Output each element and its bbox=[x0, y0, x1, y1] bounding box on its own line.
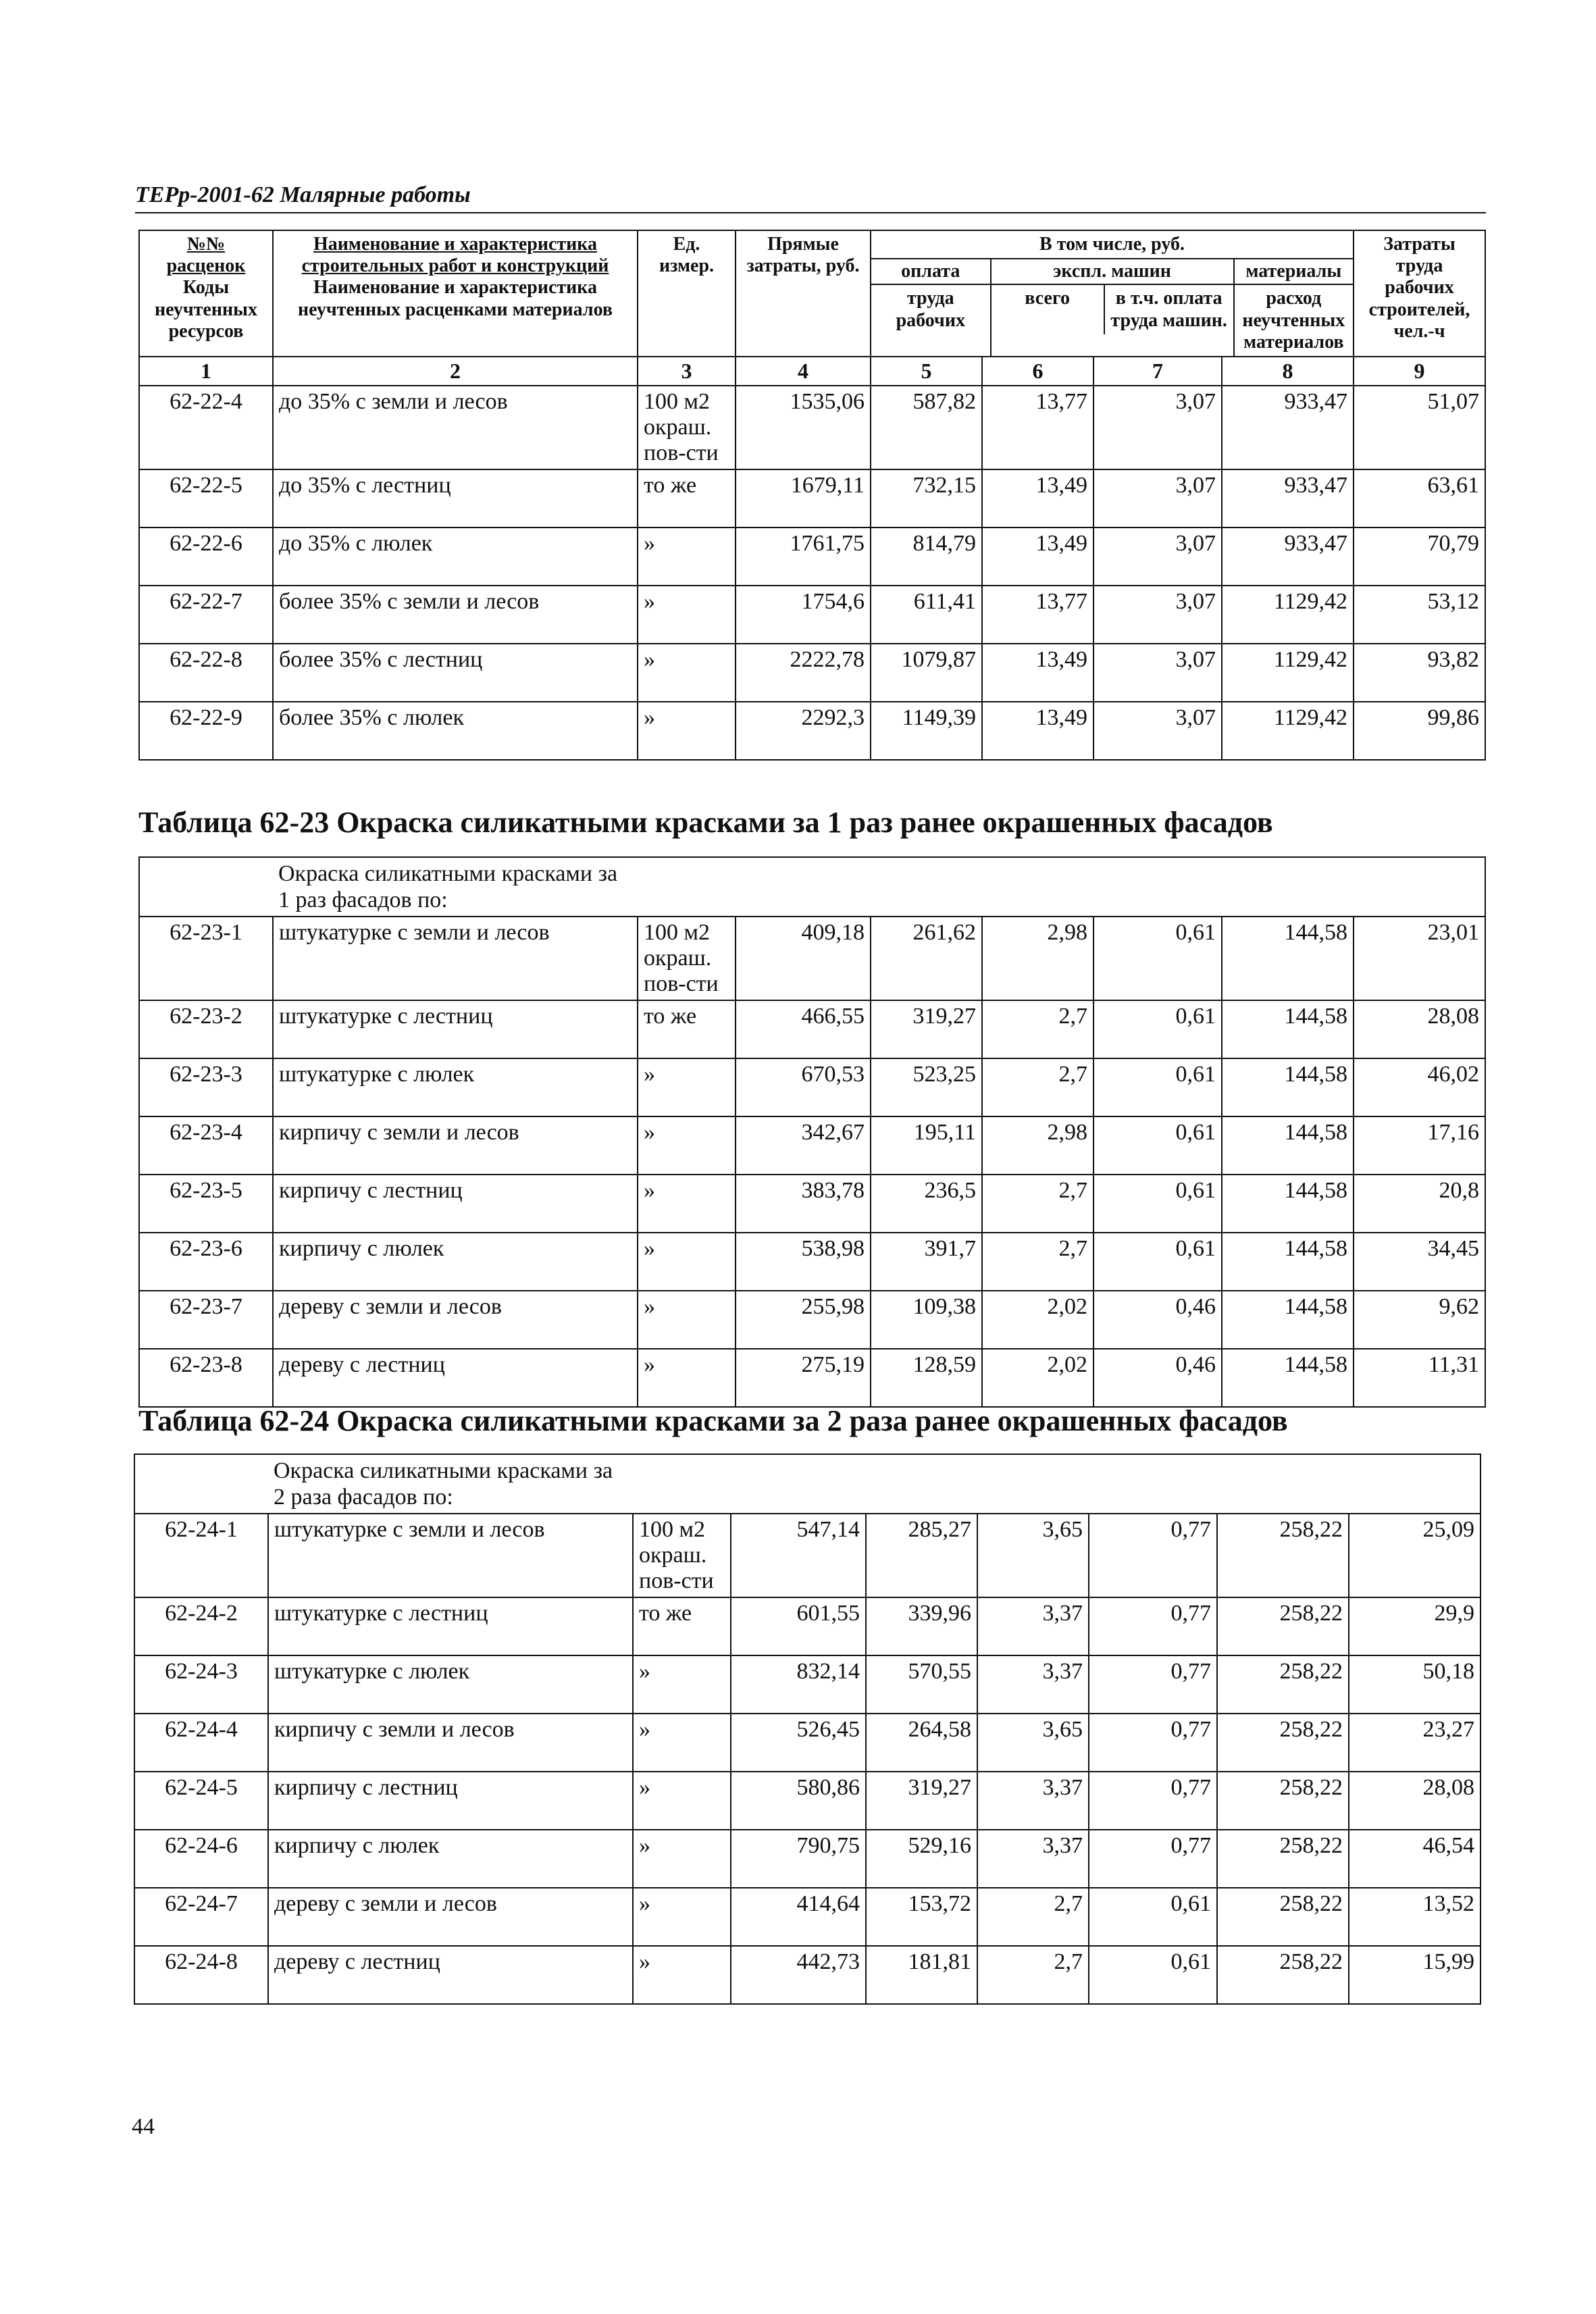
header-incl-pay: в т.ч. оплата труда машин. bbox=[1110, 288, 1227, 331]
machine-operator-pay: 0,61 bbox=[1093, 1000, 1222, 1058]
labor-hours: 11,31 bbox=[1354, 1349, 1485, 1407]
direct-costs: 2222,78 bbox=[736, 644, 871, 702]
worker-pay: 732,15 bbox=[871, 469, 982, 528]
machine-total: 3,65 bbox=[977, 1514, 1089, 1597]
rate-code: 62-24-7 bbox=[134, 1888, 268, 1946]
work-description: дереву с лестниц bbox=[273, 1349, 638, 1407]
unit: » bbox=[633, 1655, 731, 1714]
unit: » bbox=[638, 644, 736, 702]
table-row bbox=[134, 1888, 1481, 1946]
direct-costs: 2292,3 bbox=[736, 702, 871, 760]
header-name: Наименование и характеристика строительных работ и конструкций Наименование и характеристика неучтенных расценками материалов bbox=[273, 230, 638, 357]
work-description: штукатурке с лестниц bbox=[268, 1597, 633, 1655]
work-description: до 35% с земли и лесов bbox=[273, 386, 638, 469]
worker-pay: 319,27 bbox=[866, 1772, 977, 1830]
materials: 144,58 bbox=[1222, 1000, 1354, 1058]
work-description: кирпичу с земли и лесов bbox=[273, 1116, 638, 1175]
work-description: дереву с земли и лесов bbox=[273, 1291, 638, 1349]
rate-code: 62-24-4 bbox=[134, 1714, 268, 1772]
labor-hours: 28,08 bbox=[1354, 1000, 1485, 1058]
rate-code: 62-22-7 bbox=[139, 586, 273, 644]
unit: » bbox=[638, 1116, 736, 1175]
worker-pay: 285,27 bbox=[866, 1514, 977, 1597]
direct-costs: 526,45 bbox=[731, 1714, 866, 1772]
worker-pay: 264,58 bbox=[866, 1714, 977, 1772]
rate-code: 62-22-9 bbox=[139, 702, 273, 760]
direct-costs: 255,98 bbox=[736, 1291, 871, 1349]
labor-hours: 23,01 bbox=[1354, 917, 1485, 1000]
worker-pay: 529,16 bbox=[866, 1830, 977, 1888]
worker-pay: 261,62 bbox=[871, 917, 982, 1000]
worker-pay: 587,82 bbox=[871, 386, 982, 469]
intro-62-23: Окраска силикатными красками за 1 раз фасадов по: bbox=[273, 857, 1485, 917]
direct-costs: 1754,6 bbox=[736, 586, 871, 644]
direct-costs: 442,73 bbox=[731, 1946, 866, 2004]
machine-operator-pay: 3,07 bbox=[1093, 644, 1222, 702]
worker-pay: 181,81 bbox=[866, 1946, 977, 2004]
machine-operator-pay: 3,07 bbox=[1093, 702, 1222, 760]
labor-hours: 28,08 bbox=[1349, 1772, 1481, 1830]
table-row bbox=[139, 528, 1485, 586]
header-total: всего bbox=[992, 285, 1105, 334]
machine-operator-pay: 3,07 bbox=[1093, 386, 1222, 469]
table-row bbox=[134, 1946, 1481, 2004]
labor-hours: 93,82 bbox=[1354, 644, 1485, 702]
work-description: более 35% с лестниц bbox=[273, 644, 638, 702]
rate-code: 62-24-1 bbox=[134, 1514, 268, 1597]
unit: » bbox=[638, 702, 736, 760]
machine-operator-pay: 0,61 bbox=[1089, 1888, 1217, 1946]
machine-total: 3,65 bbox=[977, 1714, 1089, 1772]
direct-costs: 1761,75 bbox=[736, 528, 871, 586]
direct-costs: 466,55 bbox=[736, 1000, 871, 1058]
machine-operator-pay: 0,77 bbox=[1089, 1514, 1217, 1597]
unit: » bbox=[638, 1349, 736, 1407]
direct-costs: 790,75 bbox=[731, 1830, 866, 1888]
direct-costs: 275,19 bbox=[736, 1349, 871, 1407]
direct-costs: 1679,11 bbox=[736, 469, 871, 528]
work-description: кирпичу с люлек bbox=[273, 1233, 638, 1291]
rate-code: 62-22-8 bbox=[139, 644, 273, 702]
machine-total: 2,98 bbox=[982, 1116, 1093, 1175]
machine-operator-pay: 0,61 bbox=[1093, 1175, 1222, 1233]
materials: 258,22 bbox=[1217, 1597, 1349, 1655]
direct-costs: 601,55 bbox=[731, 1597, 866, 1655]
header-labor: Затраты труда рабочих строителей, чел.-ч bbox=[1354, 230, 1485, 357]
labor-hours: 13,52 bbox=[1349, 1888, 1481, 1946]
header-pay: оплата bbox=[871, 259, 990, 285]
table-row bbox=[139, 1349, 1485, 1407]
column-number: 8 bbox=[1222, 357, 1354, 386]
labor-hours: 70,79 bbox=[1354, 528, 1485, 586]
materials: 258,22 bbox=[1217, 1655, 1349, 1714]
header-pay-workers: труда рабочих bbox=[896, 288, 965, 331]
materials: 258,22 bbox=[1217, 1714, 1349, 1772]
column-number: 7 bbox=[1093, 357, 1222, 386]
column-number: 6 bbox=[982, 357, 1093, 386]
machine-operator-pay: 0,61 bbox=[1093, 1116, 1222, 1175]
worker-pay: 814,79 bbox=[871, 528, 982, 586]
materials: 258,22 bbox=[1217, 1514, 1349, 1597]
column-number: 4 bbox=[736, 357, 871, 386]
worker-pay: 195,11 bbox=[871, 1116, 982, 1175]
rates-table-62-24 bbox=[134, 1454, 1481, 2005]
work-description: штукатурке с земли и лесов bbox=[268, 1514, 633, 1597]
machine-total: 13,49 bbox=[982, 702, 1093, 760]
unit: 100 м2 окраш. пов-сти bbox=[638, 386, 736, 469]
machine-operator-pay: 0,61 bbox=[1093, 1233, 1222, 1291]
work-description: штукатурке с люлек bbox=[268, 1655, 633, 1714]
machine-operator-pay: 0,77 bbox=[1089, 1772, 1217, 1830]
machine-total: 2,7 bbox=[982, 1058, 1093, 1116]
direct-costs: 670,53 bbox=[736, 1058, 871, 1116]
machine-operator-pay: 3,07 bbox=[1093, 586, 1222, 644]
labor-hours: 20,8 bbox=[1354, 1175, 1485, 1233]
work-description: дереву с лестниц bbox=[268, 1946, 633, 2004]
labor-hours: 46,54 bbox=[1349, 1830, 1481, 1888]
machine-total: 2,98 bbox=[982, 917, 1093, 1000]
header-machines: экспл. машин bbox=[992, 259, 1233, 285]
materials: 933,47 bbox=[1222, 386, 1354, 469]
rate-code: 62-23-7 bbox=[139, 1291, 273, 1349]
machine-operator-pay: 3,07 bbox=[1093, 528, 1222, 586]
machine-total: 2,7 bbox=[977, 1888, 1089, 1946]
page-header: ТЕРр-2001-62 Малярные работы bbox=[135, 182, 1486, 213]
table-row bbox=[139, 1233, 1485, 1291]
machine-operator-pay: 0,61 bbox=[1089, 1946, 1217, 2004]
labor-hours: 46,02 bbox=[1354, 1058, 1485, 1116]
machine-total: 3,37 bbox=[977, 1772, 1089, 1830]
worker-pay: 128,59 bbox=[871, 1349, 982, 1407]
unit: » bbox=[638, 528, 736, 586]
unit: » bbox=[638, 1291, 736, 1349]
worker-pay: 153,72 bbox=[866, 1888, 977, 1946]
work-description: более 35% с люлек bbox=[273, 702, 638, 760]
worker-pay: 109,38 bbox=[871, 1291, 982, 1349]
rate-code: 62-24-2 bbox=[134, 1597, 268, 1655]
work-description: до 35% с лестниц bbox=[273, 469, 638, 528]
machine-operator-pay: 0,46 bbox=[1093, 1291, 1222, 1349]
direct-costs: 342,67 bbox=[736, 1116, 871, 1175]
labor-hours: 63,61 bbox=[1354, 469, 1485, 528]
labor-hours: 23,27 bbox=[1349, 1714, 1481, 1772]
materials: 933,47 bbox=[1222, 469, 1354, 528]
column-number: 1 bbox=[139, 357, 273, 386]
unit: » bbox=[638, 1233, 736, 1291]
unit: то же bbox=[633, 1597, 731, 1655]
worker-pay: 1149,39 bbox=[871, 702, 982, 760]
labor-hours: 9,62 bbox=[1354, 1291, 1485, 1349]
worker-pay: 1079,87 bbox=[871, 644, 982, 702]
machine-operator-pay: 0,61 bbox=[1093, 1058, 1222, 1116]
machine-total: 2,02 bbox=[982, 1349, 1093, 1407]
machine-total: 3,37 bbox=[977, 1597, 1089, 1655]
table-row bbox=[139, 1175, 1485, 1233]
table-row bbox=[139, 702, 1485, 760]
materials: 144,58 bbox=[1222, 1116, 1354, 1175]
machine-total: 13,77 bbox=[982, 386, 1093, 469]
worker-pay: 611,41 bbox=[871, 586, 982, 644]
machine-total: 13,49 bbox=[982, 469, 1093, 528]
direct-costs: 538,98 bbox=[736, 1233, 871, 1291]
work-description: дереву с земли и лесов bbox=[268, 1888, 633, 1946]
work-description: кирпичу с лестниц bbox=[273, 1175, 638, 1233]
table-row bbox=[139, 644, 1485, 702]
materials: 258,22 bbox=[1217, 1772, 1349, 1830]
table-row bbox=[139, 1058, 1485, 1116]
machine-total: 3,37 bbox=[977, 1655, 1089, 1714]
worker-pay: 523,25 bbox=[871, 1058, 982, 1116]
materials: 933,47 bbox=[1222, 528, 1354, 586]
work-description: до 35% с люлек bbox=[273, 528, 638, 586]
direct-costs: 547,14 bbox=[731, 1514, 866, 1597]
work-description: штукатурке с лестниц bbox=[273, 1000, 638, 1058]
rates-table-62-22 bbox=[138, 230, 1486, 761]
header-unit: Ед. измер. bbox=[638, 230, 736, 357]
unit: » bbox=[633, 1830, 731, 1888]
table-row bbox=[139, 469, 1485, 528]
labor-hours: 34,45 bbox=[1354, 1233, 1485, 1291]
materials: 258,22 bbox=[1217, 1946, 1349, 2004]
worker-pay: 339,96 bbox=[866, 1597, 977, 1655]
table-row bbox=[134, 1514, 1481, 1597]
column-number: 2 bbox=[273, 357, 638, 386]
materials: 144,58 bbox=[1222, 1233, 1354, 1291]
rate-code: 62-22-5 bbox=[139, 469, 273, 528]
labor-hours: 99,86 bbox=[1354, 702, 1485, 760]
materials: 144,58 bbox=[1222, 1291, 1354, 1349]
column-number: 3 bbox=[638, 357, 736, 386]
materials: 1129,42 bbox=[1222, 586, 1354, 644]
header-materials: материалы bbox=[1235, 259, 1353, 285]
work-description: более 35% с земли и лесов bbox=[273, 586, 638, 644]
work-description: штукатурке с земли и лесов bbox=[273, 917, 638, 1000]
unit: » bbox=[638, 586, 736, 644]
direct-costs: 580,86 bbox=[731, 1772, 866, 1830]
unit: то же bbox=[638, 1000, 736, 1058]
machine-total: 2,7 bbox=[977, 1946, 1089, 2004]
rate-code: 62-23-5 bbox=[139, 1175, 273, 1233]
unit: » bbox=[633, 1888, 731, 1946]
machine-operator-pay: 0,77 bbox=[1089, 1655, 1217, 1714]
table-row bbox=[134, 1830, 1481, 1888]
labor-hours: 15,99 bbox=[1349, 1946, 1481, 2004]
page-number: 44 bbox=[132, 2114, 155, 2139]
materials: 1129,42 bbox=[1222, 702, 1354, 760]
header-group: В том числе, руб. оплата труда рабочих экспл. машин всего в т.ч. оплата труда машин. материалы расход неучтенных материалов bbox=[871, 230, 1354, 357]
unit: 100 м2 окраш. пов-сти bbox=[633, 1514, 731, 1597]
direct-costs: 409,18 bbox=[736, 917, 871, 1000]
rate-code: 62-23-4 bbox=[139, 1116, 273, 1175]
rate-code: 62-23-3 bbox=[139, 1058, 273, 1116]
labor-hours: 17,16 bbox=[1354, 1116, 1485, 1175]
table-row bbox=[134, 1597, 1481, 1655]
table-row bbox=[134, 1714, 1481, 1772]
rate-code: 62-23-6 bbox=[139, 1233, 273, 1291]
labor-hours: 53,12 bbox=[1354, 586, 1485, 644]
machine-total: 2,7 bbox=[982, 1000, 1093, 1058]
materials: 144,58 bbox=[1222, 1175, 1354, 1233]
table-row bbox=[134, 1655, 1481, 1714]
materials: 258,22 bbox=[1217, 1888, 1349, 1946]
labor-hours: 51,07 bbox=[1354, 386, 1485, 469]
materials: 144,58 bbox=[1222, 1058, 1354, 1116]
work-description: кирпичу с люлек bbox=[268, 1830, 633, 1888]
materials: 144,58 bbox=[1222, 917, 1354, 1000]
intro-62-24: Окраска силикатными красками за 2 раза фасадов по: bbox=[268, 1454, 1481, 1514]
labor-hours: 29,9 bbox=[1349, 1597, 1481, 1655]
machine-operator-pay: 0,77 bbox=[1089, 1597, 1217, 1655]
worker-pay: 319,27 bbox=[871, 1000, 982, 1058]
unit: » bbox=[638, 1058, 736, 1116]
machine-total: 13,49 bbox=[982, 528, 1093, 586]
materials: 258,22 bbox=[1217, 1830, 1349, 1888]
rate-code: 62-22-4 bbox=[139, 386, 273, 469]
rate-code: 62-24-8 bbox=[134, 1946, 268, 2004]
machine-total: 13,77 bbox=[982, 586, 1093, 644]
work-description: кирпичу с лестниц bbox=[268, 1772, 633, 1830]
machine-operator-pay: 0,77 bbox=[1089, 1830, 1217, 1888]
machine-total: 2,7 bbox=[982, 1233, 1093, 1291]
machine-operator-pay: 0,61 bbox=[1093, 917, 1222, 1000]
unit: » bbox=[633, 1714, 731, 1772]
direct-costs: 383,78 bbox=[736, 1175, 871, 1233]
rate-code: 62-24-3 bbox=[134, 1655, 268, 1714]
table-title-62-24: Таблица 62-24 Окраска силикатными красками за 2 раза ранее окрашенных фасадов bbox=[138, 1404, 1288, 1437]
machine-total: 2,02 bbox=[982, 1291, 1093, 1349]
table-row bbox=[139, 386, 1485, 469]
table-row bbox=[139, 1000, 1485, 1058]
machine-operator-pay: 0,77 bbox=[1089, 1714, 1217, 1772]
worker-pay: 391,7 bbox=[871, 1233, 982, 1291]
table-title-62-23: Таблица 62-23 Окраска силикатными красками за 1 раз ранее окрашенных фасадов bbox=[138, 806, 1273, 839]
unit: » bbox=[633, 1946, 731, 2004]
rate-code: 62-24-5 bbox=[134, 1772, 268, 1830]
direct-costs: 414,64 bbox=[731, 1888, 866, 1946]
rate-code: 62-23-2 bbox=[139, 1000, 273, 1058]
unit: » bbox=[638, 1175, 736, 1233]
machine-operator-pay: 0,46 bbox=[1093, 1349, 1222, 1407]
worker-pay: 236,5 bbox=[871, 1175, 982, 1233]
machine-total: 3,37 bbox=[977, 1830, 1089, 1888]
table-row bbox=[139, 917, 1485, 1000]
header-unaccounted: расход неучтенных материалов bbox=[1242, 288, 1345, 353]
labor-hours: 25,09 bbox=[1349, 1514, 1481, 1597]
table-row bbox=[139, 586, 1485, 644]
column-number: 9 bbox=[1354, 357, 1485, 386]
materials: 144,58 bbox=[1222, 1349, 1354, 1407]
table-row bbox=[139, 1116, 1485, 1175]
work-description: кирпичу с земли и лесов bbox=[268, 1714, 633, 1772]
rate-code: 62-23-1 bbox=[139, 917, 273, 1000]
direct-costs: 1535,06 bbox=[736, 386, 871, 469]
unit: то же bbox=[638, 469, 736, 528]
work-description: штукатурке с люлек bbox=[273, 1058, 638, 1116]
materials: 1129,42 bbox=[1222, 644, 1354, 702]
header-code: №№ расценок Коды неучтенных ресурсов bbox=[139, 230, 273, 357]
rate-code: 62-22-6 bbox=[139, 528, 273, 586]
worker-pay: 570,55 bbox=[866, 1655, 977, 1714]
table-row bbox=[139, 1291, 1485, 1349]
rate-code: 62-24-6 bbox=[134, 1830, 268, 1888]
header-direct-costs: Прямые затраты, руб. bbox=[736, 230, 871, 357]
direct-costs: 832,14 bbox=[731, 1655, 866, 1714]
machine-total: 2,7 bbox=[982, 1175, 1093, 1233]
machine-total: 13,49 bbox=[982, 644, 1093, 702]
machine-operator-pay: 3,07 bbox=[1093, 469, 1222, 528]
rates-table-62-23 bbox=[138, 856, 1486, 1408]
table-row bbox=[134, 1772, 1481, 1830]
labor-hours: 50,18 bbox=[1349, 1655, 1481, 1714]
unit: 100 м2 окраш. пов-сти bbox=[638, 917, 736, 1000]
column-number: 5 bbox=[871, 357, 982, 386]
column-numbers-row bbox=[139, 357, 1485, 386]
rate-code: 62-23-8 bbox=[139, 1349, 273, 1407]
unit: » bbox=[633, 1772, 731, 1830]
